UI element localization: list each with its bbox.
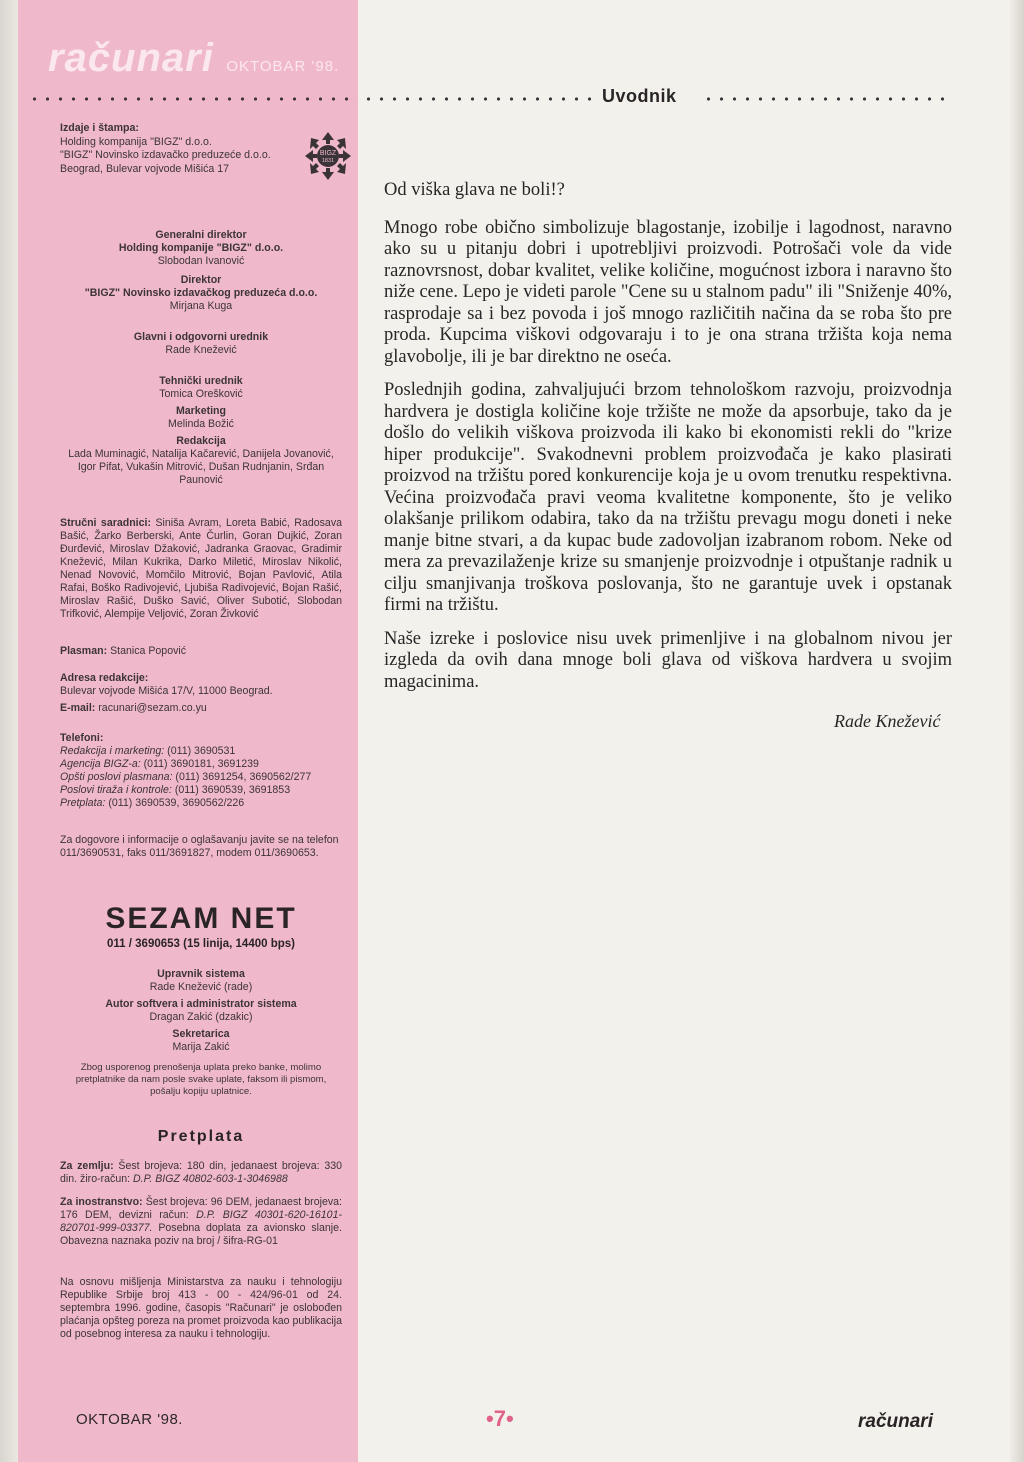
address (60, 672, 342, 715)
role-name: Mirjana Kuga (169, 300, 233, 312)
publisher-info (60, 122, 340, 176)
redakcija-names: Lada Muminagić, Natalija Kačarević, Danijela Jovanović, Igor Pifat, Vukašin Mitrović, Dušan Rudnjanin, Srđan Paunović (68, 448, 334, 486)
sezam-subtitle: 011 / 3690653 (15 linija, 14400 bps) (107, 938, 295, 950)
publisher-line: Holding kompanija "BIGZ" d.o.o. (60, 135, 212, 148)
placement-label: Plasman: (60, 645, 108, 657)
role-name: Tomica Orešković (159, 388, 243, 400)
role-title: Direktor (180, 274, 222, 286)
footer-brand: računari (858, 1411, 933, 1432)
foreign-text: Šest brojeva: 96 DEM, jedanaest brojeva: 176 DEM, devizni račun: (60, 1196, 342, 1221)
bigz-logo-text: BIGZ (319, 150, 337, 157)
email-value: racunari@sezam.co.yu (98, 702, 207, 714)
domestic-label: Za zemlju: (60, 1160, 114, 1172)
publisher-heading: Izdaje i štampa: (60, 122, 139, 134)
address-label: Adresa redakcije: (60, 672, 149, 684)
role-name: Slobodan Ivanović (157, 255, 245, 267)
bigz-logo-icon (303, 130, 353, 182)
role-name: Melinda Božić (168, 418, 234, 430)
role-title: Sekretarica (172, 1028, 230, 1040)
email-label: E-mail: (60, 702, 96, 714)
sezam-note: Zbog usporenog prenošenja uplata preko banke, molimo pretplatnike da nam posle svake uplate, faksom ili pismom, pošalju kopiju uplatnice. (75, 1062, 327, 1097)
subscription-title: Pretplata (157, 1128, 245, 1145)
role-name: Rade Knežević (165, 344, 237, 356)
phone-row: Redakcija i marketing: (011) 3690531 (60, 745, 236, 757)
placement (60, 645, 342, 658)
phones (60, 732, 342, 810)
phones-label: Telefoni: (60, 732, 104, 744)
placement-name: Stanica Popović (110, 645, 187, 657)
domestic-account: D.P. BIGZ 40802-603-1-3046988 (133, 1173, 288, 1185)
role-title: Redakcija (176, 435, 226, 447)
phone-row: Poslovi tiraža i kontrole: (011) 3690539, 3691853 (60, 784, 291, 796)
role-title: Generalni direktor (155, 229, 247, 241)
foreign-tail: Posebna doplata za avionsko slanje. Obavezna naznaka poziv na broj / šifra-RG-01 (60, 1222, 342, 1247)
page-right-edge (1010, 0, 1024, 1462)
role-title: Autor softvera i administrator sistema (105, 998, 297, 1010)
subscription-domestic (60, 1160, 342, 1186)
sezam-title: SEZAM NET (105, 902, 297, 935)
dotted-rule-left (28, 95, 358, 103)
role-company: Holding kompanije "BIGZ" d.o.o. (118, 242, 284, 254)
dotted-rule-middle (362, 95, 594, 103)
address-value: Bulevar vojvode Mišića 17/V, 11000 Beograd. (60, 685, 273, 697)
editorial-article (384, 180, 952, 705)
sezam-staff (60, 968, 342, 1098)
section-title: Uvodnik (602, 86, 677, 106)
publisher-line: Beograd, Bulevar vojvode Mišića 17 (60, 162, 230, 175)
role-title: Glavni i odgovorni urednik (133, 331, 269, 343)
article-headline: Od viška glava ne boli!? (384, 180, 565, 200)
phone-row: Agencija BIGZ-a: (011) 3690181, 3691239 (60, 758, 259, 770)
page-number: •7• (486, 1406, 514, 1431)
phone-row: Pretplata: (011) 3690539, 3690562/226 (60, 797, 245, 809)
role-company: "BIGZ" Novinsko izdavačkog preduzeća d.o.o. (84, 287, 318, 299)
ministry-note: Na osnovu mišljenja Ministarstva za nauku i tehnologiju Republike Srbije broj 413 - 00 - 424/96-01 od 24. septembra 1996. godine, časopis "Računari" je oslobođen plaćanja opšteg poreza na promet proizvoda kao publikacija od posebnog interesa za nauku i tehnologiju. (60, 1276, 342, 1340)
article-paragraph: Poslednjih godina, zahvaljujući brzom tehnološkom razvoju, proizvodnja hardvera je dostigla količine koje tržište ne može da apsorbuje, tako da je došlo do velikih viškova proizvoda ili kako bi ekonomisti rekli do "krize hiper produkcije". Svakodnevni problem proizvođača je kako plasirati proizvod na tržištu pored konkurencije koja je u ovom trenutku respektivna. Većina proizvođača pravi veoma kvalitetne komponente, što je veliko olakšanje prilikom odabira, tako da na tržištu prevagu mogu doneti i neke manje bitne stvari, a da kupac bude zadovoljan izabranom robom. Neke od mera za prevazilaženje krize su smanjenje proizvodnje i otpuštanje radnik u cilju smanjivanja troškova poslovanja, što ne garantuje uvek i opstanak firmi na tržištu. (384, 380, 952, 615)
role-name: Rade Knežević (rade) (149, 981, 253, 993)
publisher-line: "BIGZ" Novinsko izdavačko preduzeće d.o.o. (60, 149, 271, 162)
contributors-label: Stručni saradnici: (60, 517, 151, 529)
role-name: Dragan Zakić (dzakic) (149, 1011, 253, 1023)
article-paragraph: Mnogo robe obično simbolizuje blagostanje, izobilje i lagodnost, naravno ako su u pitanju dobri i upotrebljivi proizvodi. Potrošači vole da vide raznovrsnost, dobar kvalitet, velike količine, mogućnost izbora i naravno što niže cene. Lepo je videti parole "Cene su u stalnom padu" ili "Sniženje 40%, rasprodaje sa i bez povoda i još mnogo različitih načina da se roba što pre proda. Kupcima viškovi odgovaraju i to je ona strana tržišta koja nema glavobolje, ili je bar direktno ne oseća. (384, 217, 952, 367)
masthead (48, 36, 339, 80)
masthead-issue: OKTOBAR '98. (226, 58, 340, 75)
ads-note: Za dogovore i informacije o oglašavanju javite se na telefon 011/3690531, faks 011/3691827, modem 011/3690653. (60, 834, 339, 859)
role-title: Upravnik sistema (157, 968, 245, 980)
contributors-names: Siniša Avram, Loreta Babić, Radosava Bašić, Žarko Berberski, Ante Čurlin, Goran Dujkić, Zoran Đurđević, Miroslav Džaković, Jadranka Graovac, Gradimir Knežević, Milan Kukrika, Darko Miletić, Miroslav Nikolić, Nenad Novović, Momčilo Mitrović, Bojan Pavlović, Atila Rafai, Boško Radivojević, Ljubiša Radivojević, Bojan Rašić, Miroslav Rašić, Duško Savić, Oliver Subotić, Slobodan Trifković, Alempije Veljović, Zoran Živković (60, 517, 343, 620)
article-paragraph: Naše izreke i poslovice nisu uvek primenljive i na globalnom nivou jer izgleda da ovih dana mnoge boli glava od viškova hardvera u svojim magacinima. (384, 628, 952, 692)
contributors (60, 517, 342, 621)
masthead-logo: računari (48, 36, 214, 80)
article-signature: Rade Knežević (834, 711, 941, 731)
footer-date: OKTOBAR '98. (76, 1411, 183, 1428)
dotted-rule-right (702, 95, 954, 103)
foreign-label: Za inostranstvo: (60, 1196, 143, 1208)
staff-list (60, 229, 342, 487)
phone-row: Opšti poslovi plasmana: (011) 3691254, 3690562/277 (60, 771, 312, 783)
page-left-edge (0, 0, 18, 1462)
svg-text:1831: 1831 (321, 158, 335, 164)
role-title: Marketing (175, 405, 227, 417)
domestic-text: Šest brojeva: 180 din, jedanaest brojeva: 330 din. žiro-račun: (60, 1160, 342, 1185)
role-name: Marija Zakić (172, 1041, 230, 1053)
subscription-foreign (60, 1196, 342, 1248)
foreign-account: D.P. BIGZ 40301-620-16101-820701-999-03377. (60, 1209, 342, 1234)
role-title: Tehnički urednik (159, 375, 243, 387)
